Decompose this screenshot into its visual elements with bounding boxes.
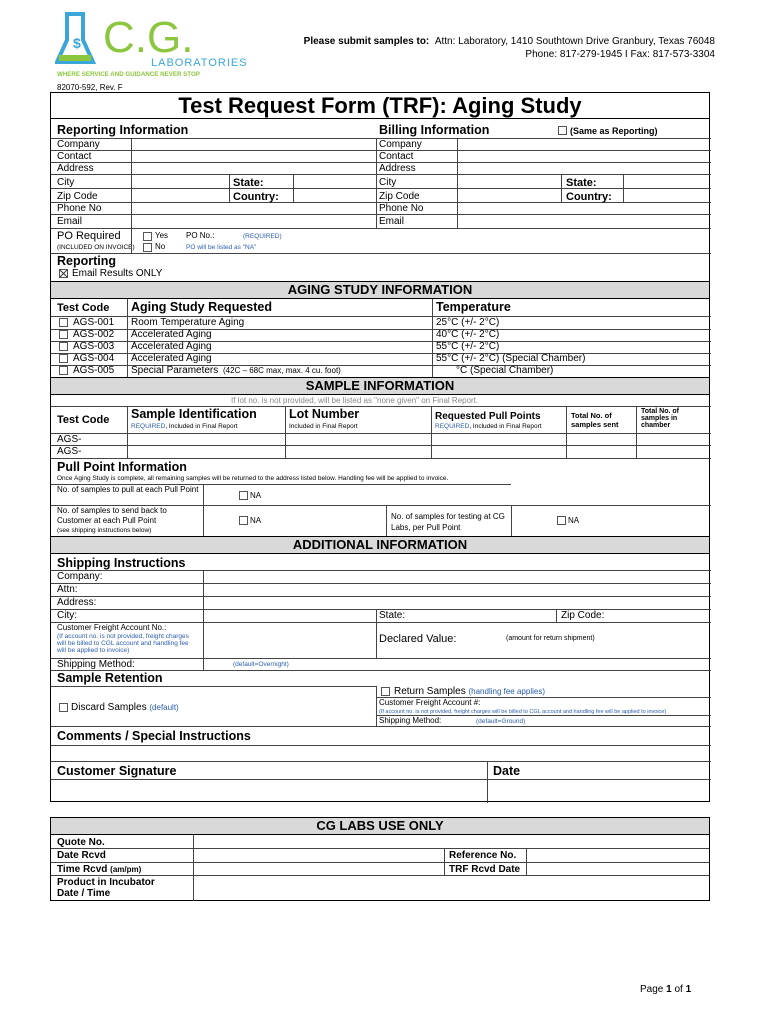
ship-city-label: City: [57,610,77,621]
pull-q1-na-checkbox[interactable] [239,491,248,500]
pull-point-heading: Pull Point Information [57,460,187,474]
checkmark-icon [59,269,68,278]
revision-number: 82070-592, Rev. F [57,83,123,92]
aging-col-test-code: Test Code [57,302,110,314]
discard-default: (default) [149,703,179,712]
time-rcvd-label: Time Rcvd [57,864,108,875]
return-samples-label: Return Samples [394,686,466,697]
reference-no-label: Reference No. [449,850,517,861]
sample-pull-required: REQUIRED [435,423,470,430]
logo-text: C.G. [103,13,194,62]
page-num: 1 [666,984,672,995]
pull-q1-na: NA [250,491,262,500]
aging-study: Accelerated Aging [131,341,212,352]
declared-value-label: Declared Value: [379,633,457,645]
ags-001-checkbox[interactable] [59,318,68,327]
aging-col-study: Aging Study Requested [131,300,272,314]
billing-address-label: Address [379,163,416,174]
aging-code: AGS-003 [73,341,115,352]
date-rcvd-label: Date Rcvd [57,850,106,861]
sample-col-lot: Lot Number [289,407,360,421]
quote-no-label: Quote No. [57,837,105,848]
sample-id-note: , Included in Final Report [165,423,238,430]
ship-company-label: Company: [57,571,103,582]
phone-fax: Phone: 817-279-1945 I Fax: 817-573-3304 [525,49,715,60]
billing-country-label: Country: [566,191,612,203]
ship-address-label: Address: [57,597,97,608]
aging-study: Accelerated Aging [131,353,212,364]
po-listed-note: PO will be listed as "NA" [186,244,257,251]
aging-code: AGS-001 [73,317,115,328]
time-rcvd-unit: (am/pm) [110,865,142,874]
reporting-country-label: Country: [233,191,279,203]
form-title: Test Request Form (TRF): Aging Study [51,93,709,119]
sample-col-sent: Total No. of samples sent [571,411,619,429]
billing-phone-label: Phone No [379,203,424,214]
email-results-checkbox[interactable] [59,269,68,278]
billing-state-label: State: [566,177,597,189]
page-of: of [674,984,683,995]
po-required-note: (INCLUDED ON INVOICE) [57,244,135,251]
reporting-email-label: Email [57,216,83,227]
trf-rcvd-date-label: TRF Rcvd Date [449,864,521,875]
sample-row-code: AGS- [57,446,82,457]
ship-zip-label: Zip Code: [561,610,605,621]
billing-company-label: Company [379,139,422,150]
ags-003-checkbox[interactable] [59,342,68,351]
po-no-label: No [155,242,166,251]
declared-value-note: (amount for return shipment) [506,635,595,642]
pull-q3-label: No. of samples for testing at CG Labs, per Pull Point [391,512,505,532]
pull-q3-na: NA [568,516,580,525]
aging-col-temperature: Temperature [436,300,511,314]
po-no-checkbox[interactable] [143,243,152,252]
sample-lot-note: Included in Final Report [289,423,358,430]
sample-pull-note: , Included in Final Report [469,423,542,430]
ship-method-default: (default=Overnight) [233,661,289,668]
reporting-zip-label: Zip Code [57,191,98,202]
ags-005-checkbox[interactable] [59,366,68,375]
pull-q2-note: (see shipping instructions below) [57,527,152,534]
sample-retention-heading: Sample Retention [57,671,163,685]
logo-sub: LABORATORIES [151,57,248,69]
return-freight-note: (If account no. is not provided, freight charges will be billed to CGL account and handling fee will be applied to invoice) [379,709,667,715]
date-heading: Date [493,764,521,778]
po-required-label: PO Required [57,230,121,242]
po-number-label: PO No.: [186,231,215,240]
pull-q3-na-checkbox[interactable] [557,516,566,525]
comments-heading: Comments / Special Instructions [57,729,251,743]
pull-q1-label: No. of samples to pull at each Pull Point [57,485,199,494]
sample-col-id: Sample Identification [131,407,257,421]
aging-study-note: (42C – 68C max, max. 4 cu. foot) [223,366,341,375]
shipping-instructions-heading: Shipping Instructions [57,556,186,570]
reporting-state-label: State: [233,177,264,189]
incubator-label: Product in Incubator [57,877,155,888]
lot-note: If lot no. is not provided, will be listed as "none given" on Final Report. [231,396,479,405]
sample-id-required: REQUIRED [131,423,166,430]
same-as-reporting-label: (Same as Reporting) [570,126,658,136]
labs-use-band: CG LABS USE ONLY [51,818,709,835]
aging-study: Special Parameters [131,365,219,376]
reporting-contact-label: Contact [57,151,92,162]
return-samples-checkbox[interactable] [381,687,390,696]
reporting-heading: Reporting [57,254,117,268]
billing-zip-label: Zip Code [379,191,420,202]
form-frame [50,92,710,802]
aging-code: AGS-002 [73,329,115,340]
discard-samples-checkbox[interactable] [59,703,68,712]
sample-col-chamber: Total No. of samples in chamber [641,408,679,429]
pull-q2-na-checkbox[interactable] [239,516,248,525]
billing-info-heading: Billing Information [379,123,490,137]
logo-tagline: WHERE SERVICE AND GUIDANCE NEVER STOP [57,71,200,78]
ship-freight-label: Customer Freight Account No.: [57,623,167,632]
return-note: (handling fee applies) [468,687,545,696]
ags-002-checkbox[interactable] [59,330,68,339]
pull-q2-label: No. of samples to send back to Customer at each Pull Point [57,506,167,525]
reporting-address-label: Address [57,163,94,174]
sample-row-code: AGS- [57,434,82,445]
ship-freight-note: (If account no. is not provided, freight charges will be billed to CGL account and handling fee will be applied to invoice) [57,633,189,654]
po-yes-label: Yes [155,231,169,240]
page-total: 1 [685,984,692,995]
svg-text:$: $ [73,35,81,51]
reporting-company-label: Company [57,139,100,150]
ags-004-checkbox[interactable] [59,354,68,363]
sample-col-test-code: Test Code [57,414,110,426]
aging-temp: 40°C (+/- 2°C) [436,329,500,340]
additional-info-band: ADDITIONAL INFORMATION [51,536,709,554]
company-logo [55,10,250,80]
labs-use-box [50,817,710,901]
return-ship-method-label: Shipping Method: [379,716,442,725]
aging-temp: °C (Special Chamber) [456,365,554,376]
po-yes-checkbox[interactable] [143,232,152,241]
aging-study: Room Temperature Aging [131,317,245,328]
billing-city-label: City [379,177,397,188]
submit-address: Attn: Laboratory, 1410 Southtown Drive Granbury, Texas 76048 [434,36,715,47]
aging-study: Accelerated Aging [131,329,212,340]
same-as-reporting-checkbox[interactable] [558,126,567,135]
ship-method-label: Shipping Method: [57,659,135,670]
po-required-tag: (REQUIRED) [243,233,282,240]
customer-signature-heading: Customer Signature [57,764,177,778]
sample-info-band: SAMPLE INFORMATION [51,377,709,395]
submit-label: Please submit samples to: [303,36,430,47]
ship-state-label: State: [379,610,406,621]
reporting-phone-label: Phone No [57,203,102,214]
discard-samples-label: Discard Samples [71,702,147,713]
pull-q2-na: NA [250,516,262,525]
aging-temp: 55°C (+/- 2°C) [436,341,500,352]
ship-attn-label: Attn: [57,584,78,595]
reporting-info-heading: Reporting Information [57,123,189,137]
aging-temp: 55°C (+/- 2°C) (Special Chamber) [436,353,586,364]
pull-point-note: Once Aging Study is complete, all remaining samples will be returned to the address listed below. Handling fee will be applied to invoice. [57,475,449,482]
reporting-city-label: City [57,177,75,188]
return-ship-default: (default=Ground) [476,718,526,725]
email-results-label: Email Results ONLY [72,268,163,279]
billing-email-label: Email [379,216,405,227]
aging-temp: 25°C (+/- 2°C) [436,317,500,328]
aging-code: AGS-004 [73,353,115,364]
aging-study-band: AGING STUDY INFORMATION [51,281,709,299]
return-freight-label: Customer Freight Account #: [379,698,481,707]
page-number [640,984,691,995]
page-label: Page [640,984,664,995]
aging-code: AGS-005 [73,365,115,376]
billing-contact-label: Contact [379,151,414,162]
incubator-date-label: Date / Time [57,888,111,899]
sample-col-pull: Requested Pull Points [435,411,541,422]
submit-address-block [280,35,715,61]
